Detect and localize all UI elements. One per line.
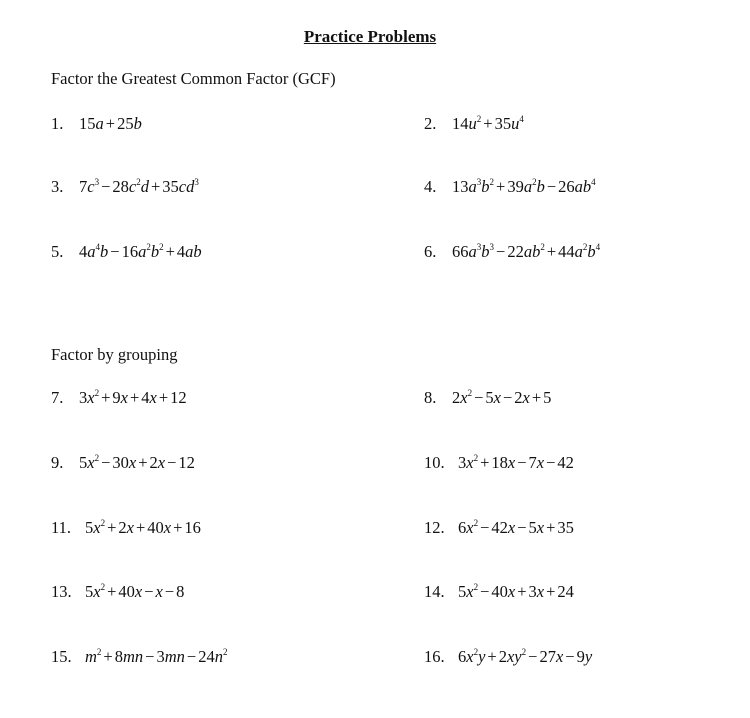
problem-number: 3. (51, 177, 64, 196)
problem-11 (51, 518, 201, 538)
problem-number: 2. (424, 114, 437, 133)
problem-8 (424, 388, 551, 408)
problem-3 (51, 177, 199, 197)
problem-15 (51, 647, 227, 667)
problem-expression: $5x^2 - 40x + 3x + 24$ (458, 582, 574, 601)
problem-5 (51, 242, 202, 262)
problem-expression: $13a^3b^2 + 39a^2b - 26ab^4$ (452, 177, 596, 196)
section-heading-gcf: Factor the Greatest Common Factor (GCF) (51, 69, 336, 88)
problem-1 (51, 114, 142, 134)
page-title: Practice Problems (303, 27, 437, 46)
problem-expression: $4a^4b - 16a^2b^2 + 4ab$ (79, 242, 202, 261)
problem-13 (51, 582, 184, 602)
problem-expression: $14u^2 + 35u^4$ (452, 114, 524, 133)
problem-number: 8. (424, 388, 437, 407)
problem-12 (424, 518, 574, 538)
problem-expression: $7c^3 - 28c^2d + 35cd^3$ (79, 177, 199, 196)
problem-expression: $3x^2 + 9x + 4x + 12$ (79, 388, 187, 407)
problem-expression: $6x^2y + 2xy^2 - 27x - 9y$ (458, 647, 593, 666)
problem-number: 4. (424, 177, 437, 196)
problem-14 (424, 582, 574, 602)
problem-10 (424, 453, 574, 473)
section-heading-grouping: Factor by grouping (51, 345, 178, 364)
problem-number: 6. (424, 242, 437, 261)
problem-2 (424, 114, 524, 134)
problem-number: 16. (424, 647, 445, 666)
problem-number: 14. (424, 582, 445, 601)
problem-number: 7. (51, 388, 64, 407)
problem-number: 1. (51, 114, 64, 133)
problem-expression: $5x^2 + 40x - x - 8$ (85, 582, 185, 601)
problem-expression: $6x^2 - 42x - 5x + 35$ (458, 518, 574, 537)
problem-expression: $2x^2 - 5x - 2x + 5$ (452, 388, 552, 407)
problem-expression: $5x^2 + 2x + 40x + 16$ (85, 518, 201, 537)
problem-number: 11. (51, 518, 72, 537)
problem-7 (51, 388, 187, 408)
problem-number: 10. (424, 453, 445, 472)
problem-number: 15. (51, 647, 72, 666)
problem-number: 13. (51, 582, 72, 601)
problem-expression: $3x^2 + 18x - 7x - 42$ (458, 453, 574, 472)
problem-6 (424, 242, 600, 262)
problem-16 (424, 647, 592, 667)
problem-expression: $66a^3b^3 - 22ab^2 + 44a^2b^4$ (452, 242, 601, 261)
problem-4 (424, 177, 596, 197)
problem-number: 9. (51, 453, 64, 472)
problem-number: 12. (424, 518, 445, 537)
problem-number: 5. (51, 242, 64, 261)
problem-expression: 15a + 25b (79, 114, 142, 133)
problem-9 (51, 453, 195, 473)
problem-expression: $m^2 + 8mn - 3mn - 24n^2$ (85, 647, 228, 666)
problem-expression: $5x^2 - 30x + 2x - 12$ (79, 453, 195, 472)
